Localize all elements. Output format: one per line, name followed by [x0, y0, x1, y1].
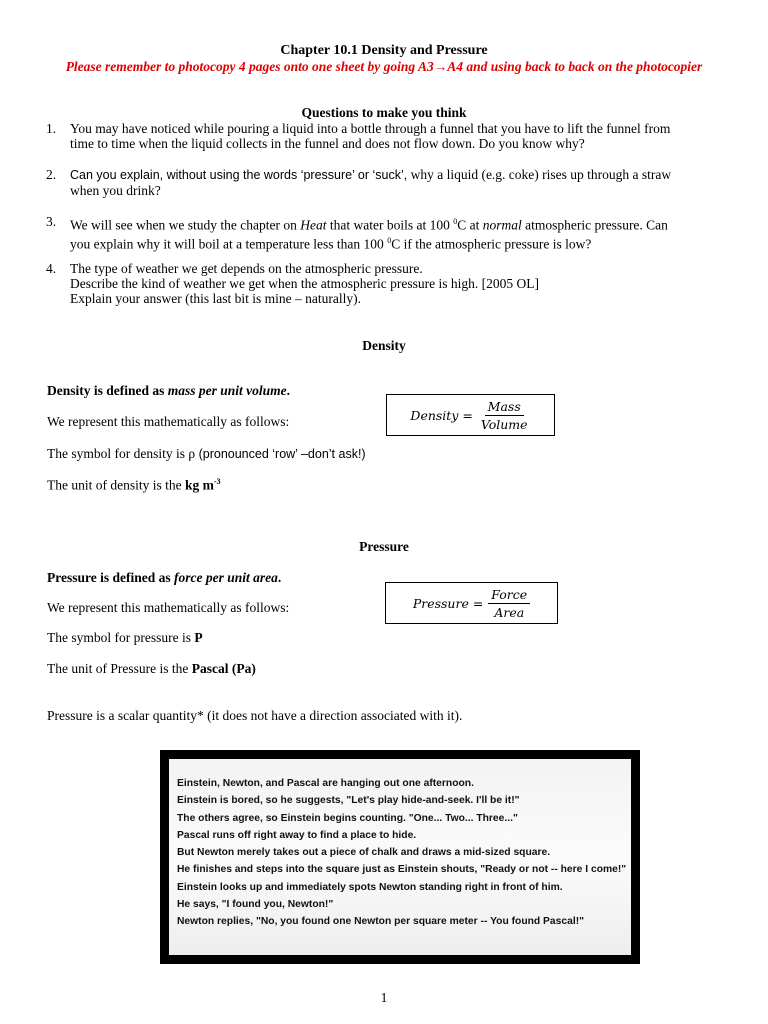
question-number: 3. — [46, 214, 57, 229]
joke-line: He finishes and steps into the square just as Einstein shouts, "Ready or not -- here I come!" — [177, 864, 627, 876]
pressure-unit — [47, 661, 256, 677]
question-line: Explain your answer (this last bit is mine – naturally). — [70, 291, 361, 306]
density-definition — [47, 383, 290, 399]
pronunciation-note: (pronounced ‘row’ –don’t ask!) — [195, 447, 366, 461]
unit-bold: kg m — [184, 477, 214, 493]
joke-line: He says, "I found you, Newton!" — [177, 899, 334, 911]
text-run: C at — [457, 217, 483, 233]
text-run: The unit of density is the — [47, 477, 185, 493]
joke-line: But Newton merely takes out a piece of chalk and draws a mid-sized square. — [177, 847, 551, 859]
degree-sup: 0 — [387, 235, 392, 245]
text-run: you explain why it will boil at a temperature less than 100 — [70, 236, 388, 251]
question-line-rest: why a liquid (e.g. coke) rises up through a straw — [407, 167, 672, 182]
density-unit — [47, 477, 221, 494]
question-line: The type of weather we get depends on the atmospheric pressure. — [70, 261, 423, 276]
definition-italic: force per unit area — [174, 570, 278, 585]
degree-sup: 0 — [453, 217, 458, 226]
unit-exponent: -3 — [213, 477, 221, 486]
formula-lhs: Pressure = — [412, 595, 484, 611]
joke-image — [160, 750, 640, 964]
joke-line: Einstein, Newton, and Pascal are hanging out one afternoon. — [177, 778, 474, 789]
formula-fraction — [488, 587, 530, 620]
formula-lhs: Density = — [410, 407, 473, 423]
definition-bold: Density is defined as — [47, 383, 168, 398]
question-line — [70, 233, 736, 252]
symbol-bold: P — [194, 630, 203, 645]
question-4 — [46, 261, 736, 306]
question-number: 1. — [46, 121, 57, 136]
question-line: Describe the kind of weather we get when the atmospheric pressure is high. [2005 OL] — [70, 276, 539, 291]
question-3 — [46, 214, 736, 251]
page-number: 1 — [380, 990, 388, 1005]
text-run: that water boils at 100 — [326, 217, 454, 233]
definition-end: . — [277, 570, 282, 585]
rho-symbol: ρ — [188, 446, 196, 461]
density-represent: We represent this mathematically as follows: — [47, 414, 290, 429]
pressure-represent: We represent this mathematically as follows: — [47, 600, 290, 615]
formula-numerator: Mass — [485, 399, 524, 416]
density-symbol — [47, 446, 366, 462]
text-run: atmospheric pressure. Can — [521, 217, 668, 233]
question-line — [70, 214, 736, 233]
joke-line: The others agree, so Einstein begins counting. "One... Two... Three..." — [177, 812, 518, 824]
formula-denominator: Volume — [480, 416, 528, 432]
density-heading: Density — [362, 338, 406, 353]
density-formula — [386, 394, 555, 436]
question-line: You may have noticed while pouring a liquid into a bottle through a funnel that you have to lift the funnel from — [70, 121, 671, 136]
pressure-heading: Pressure — [359, 539, 409, 554]
formula-numerator: Force — [488, 587, 530, 604]
text-run: C if the atmospheric pressure is low? — [391, 236, 592, 251]
question-number: 2. — [46, 167, 57, 182]
question-line — [70, 167, 736, 183]
text-run: The unit of Pressure is the — [47, 661, 192, 676]
question-1 — [46, 121, 736, 151]
pressure-symbol — [47, 630, 203, 646]
definition-italic: mass per unit volume — [167, 383, 287, 398]
formula-denominator: Area — [494, 604, 525, 620]
question-line: time to time when the liquid collects in the funnel and does not flow down. Do you know why? — [70, 136, 585, 151]
page-title: Chapter 10.1 Density and Pressure — [280, 43, 488, 58]
joke-line: Pascal runs off right away to find a place to hide. — [177, 829, 417, 841]
photocopy-note: Please remember to photocopy 4 pages onto one sheet by going A3→A4 and using back to back on the photocopier — [65, 59, 703, 74]
formula-fraction — [478, 399, 531, 432]
definition-end: . — [286, 383, 291, 398]
question-line: when you drink? — [70, 183, 161, 198]
pressure-definition — [47, 570, 281, 586]
definition-bold: Pressure is defined as — [47, 570, 175, 585]
joke-line: Einstein looks up and immediately spots Newton standing right in front of him. — [177, 881, 563, 893]
heat-term: Heat — [300, 217, 327, 233]
text-run: We will see when we study the chapter on — [70, 217, 301, 233]
question-number: 4. — [46, 261, 57, 276]
normal-term: normal — [482, 217, 522, 233]
joke-line: Einstein is bored, so he suggests, "Let's play hide-and-seek. I'll be it!" — [177, 795, 520, 807]
question-line-sans: Can you explain, without using the words ‘pressure’ or ‘suck’, — [70, 168, 408, 182]
question-2 — [46, 167, 736, 198]
pressure-scalar-note: Pressure is a scalar quantity* (it does not have a direction associated with it). — [47, 708, 463, 723]
joke-text — [177, 775, 626, 931]
joke-line: Newton replies, "No, you found one Newton per square meter -- You found Pascal!" — [177, 916, 585, 928]
text-run: The symbol for density is — [47, 446, 189, 461]
text-run: The symbol for pressure is — [47, 630, 195, 645]
unit-bold: Pascal (Pa) — [191, 661, 256, 676]
joke-panel — [169, 759, 631, 955]
pressure-formula — [385, 582, 558, 624]
questions-heading: Questions to make you think — [301, 105, 467, 120]
